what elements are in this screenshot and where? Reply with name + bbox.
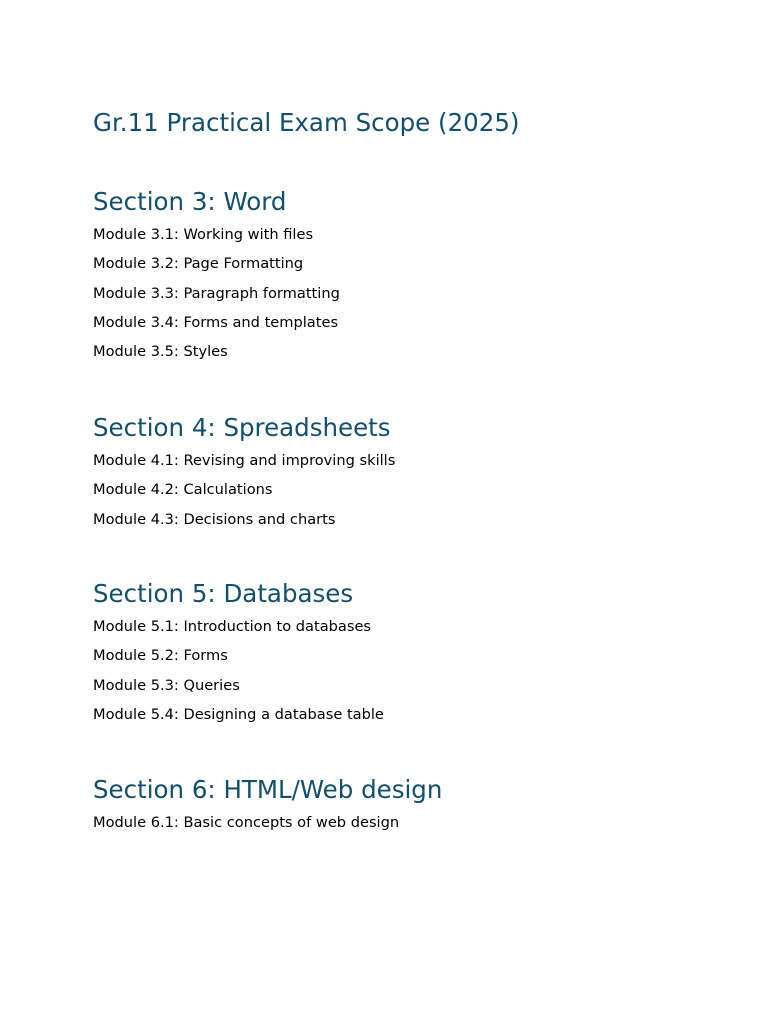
module-list	[93, 220, 733, 366]
section-heading: Section 3: Word	[93, 187, 287, 216]
document-title: Gr.11 Practical Exam Scope (2025)	[93, 108, 520, 137]
section-databases	[93, 578, 733, 729]
section-heading: Section 5: Databases	[93, 579, 354, 608]
module-item: Module 5.2: Forms	[93, 647, 228, 665]
module-item: Module 3.2: Page Formatting	[93, 255, 304, 273]
module-item: Module 6.1: Basic concepts of web design	[93, 814, 400, 831]
module-item: Module 4.1: Revising and improving skills	[93, 452, 396, 469]
module-item: Module 5.3: Queries	[93, 676, 240, 694]
section-spreadsheets	[93, 412, 733, 534]
module-list	[93, 808, 733, 837]
module-item: Module 3.4: Forms and templates	[93, 313, 339, 331]
module-item: Module 3.1: Working with files	[93, 226, 314, 243]
section-heading: Section 6: HTML/Web design	[93, 775, 443, 804]
module-list	[93, 446, 733, 534]
module-item: Module 4.2: Calculations	[93, 481, 273, 499]
section-html-web-design	[93, 774, 733, 837]
module-item: Module 3.3: Paragraph formatting	[93, 284, 340, 302]
section-heading: Section 4: Spreadsheets	[93, 413, 391, 442]
module-item: Module 5.4: Designing a database table	[93, 705, 384, 723]
module-item: Module 4.3: Decisions and charts	[93, 510, 336, 528]
module-item: Module 3.5: Styles	[93, 343, 228, 361]
section-word	[93, 186, 733, 366]
module-list	[93, 612, 733, 729]
module-item: Module 5.1: Introduction to databases	[93, 618, 372, 635]
